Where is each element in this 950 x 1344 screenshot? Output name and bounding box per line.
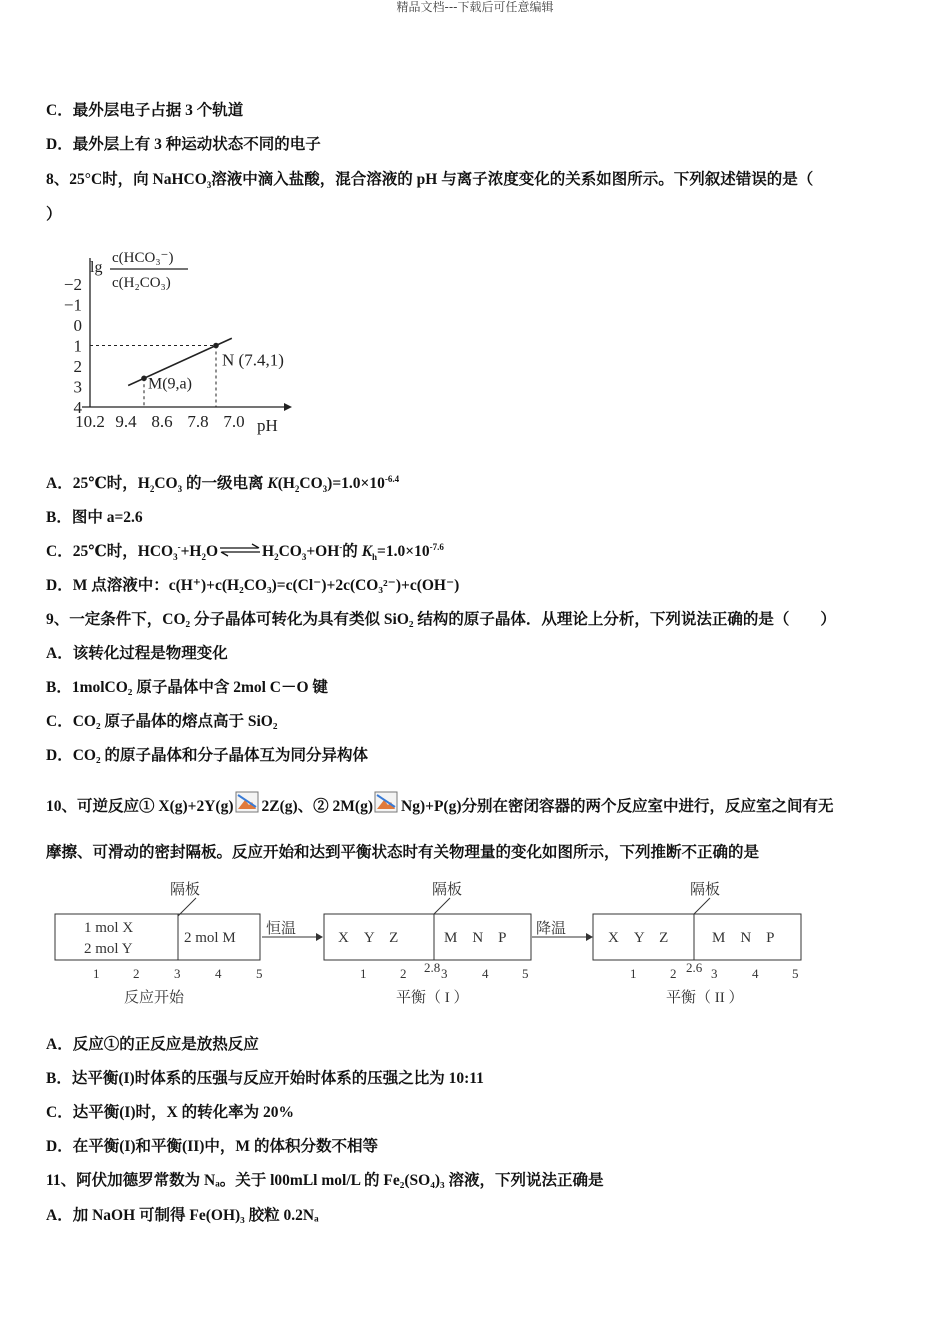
q9-option-a: A．该转化过程是物理变化 [46, 645, 228, 662]
q10-stem-line1: 10、可逆反应① X(g)+2Y(g) 2Z(g)、② 2M(g) Ng)+P(g)分别在密闭容器的两个反应室中进行，反应室之间有无 [46, 791, 833, 817]
y-tick-label: 3 [73, 377, 82, 397]
q10-option-c: C．达平衡(I)时，X 的转化率为 20% [46, 1104, 294, 1121]
mark-2-6: 2.6 [686, 960, 703, 975]
q10-option-a: A．反应①的正反应是放热反应 [46, 1036, 259, 1053]
caption-eq2: 平衡（ II ） [666, 990, 744, 1006]
q11-stem: 11、阿伏加德罗常数为 Nₐ。关于 l00mLl mol/L 的 Fe₂(SO₄)₃ 溶液，下列说法正确是 [46, 1172, 604, 1189]
y-axis-denominator: c(H₂CO₃) [112, 275, 171, 291]
y-tick-label: 1 [73, 336, 82, 356]
y-axis-lg: lg [90, 259, 103, 276]
svg-text:2 mol Y: 2 mol Y [84, 941, 133, 957]
svg-text:2 mol M: 2 mol M [184, 930, 236, 946]
svg-text:2: 2 [133, 966, 140, 981]
q10-option-d: D．在平衡(I)和平衡(II)中，M 的体积分数不相等 [46, 1138, 378, 1155]
page-header: 精品文档---下载后可任意编辑 [396, 0, 554, 14]
y-axis-numerator: c(HCO₃⁻) [112, 250, 174, 266]
q8-option-c: C．25℃时，$HCO_3^-+H_2O$ $H_2CO_3+OH^-$的 $K_h=1.0\times 10^{-7.6}$ [46, 541, 444, 563]
broken-image-icon [235, 791, 261, 815]
q8-stem-end: ） [46, 206, 62, 223]
svg-text:3: 3 [174, 966, 181, 981]
arrow-label-constant-temp: 恒温 [266, 921, 297, 937]
x-tick-label: 8.6 [151, 412, 173, 431]
y-tick-label: −1 [63, 295, 82, 315]
y-tick-label: −2 [63, 275, 82, 294]
q10-option-b: B．达平衡(I)时体系的压强与反应开始时体系的压强之比为 10:11 [46, 1070, 484, 1087]
q8-option-d: D．M 点溶液中：c(H⁺)+c(H₂CO₃)=c(Cl⁻)+2c(CO₃²⁻)+c(OH⁻) [46, 577, 460, 594]
y-tick-label: 0 [73, 316, 82, 335]
q11-option-a: A．加 NaOH 可制得 Fe(OH)₃ 胶粒 0.2Nₐ [46, 1207, 319, 1224]
partition-label-2: 隔板 [432, 882, 463, 898]
q9-option-d: D．CO₂ 的原子晶体和分子晶体互为同分异构体 [46, 747, 368, 764]
svg-text:2: 2 [670, 966, 677, 981]
svg-text:4: 4 [215, 966, 222, 981]
mark-2-8: 2.8 [424, 960, 441, 975]
svg-text:X Y Z: X Y Z [608, 930, 669, 946]
svg-text:3: 3 [441, 966, 448, 981]
svg-text:X Y Z: X Y Z [338, 930, 399, 946]
q8-option-b: B．图中 a=2.6 [46, 509, 143, 526]
partition-label-1: 隔板 [170, 882, 201, 898]
q8-stem: 8、25°C时，向 NaHCO$_3$溶液中滴入盐酸，混合溶液的 pH 与离子浓度变化的关系如图所示。下列叙述错误的是（ [46, 171, 814, 191]
q7-option-d: D．最外层上有 3 种运动状态不同的电子 [46, 136, 321, 153]
svg-text:1: 1 [630, 966, 637, 981]
point-m [141, 376, 147, 382]
broken-image-icon [374, 791, 400, 815]
q8-chart [52, 242, 322, 442]
arrow-label-cooling: 降温 [536, 921, 567, 937]
svg-text:5: 5 [792, 966, 799, 981]
q9-option-b: B．1molCO₂ 原子晶体中含 2mol C－O 键 [46, 679, 328, 696]
q10-figure [50, 876, 810, 1012]
x-tick-label: 10.2 [75, 412, 105, 431]
partition-label-3: 隔板 [690, 882, 721, 898]
q9-option-c: C．CO₂ 原子晶体的熔点高于 SiO₂ [46, 713, 278, 730]
svg-text:5: 5 [256, 966, 263, 981]
svg-text:4: 4 [482, 966, 489, 981]
x-tick-label: 7.0 [223, 412, 245, 431]
svg-text:M N P: M N P [444, 930, 507, 946]
svg-text:5: 5 [522, 966, 529, 981]
caption-start: 反应开始 [124, 990, 185, 1006]
x-axis-label: pH [257, 416, 278, 435]
svg-text:3: 3 [711, 966, 718, 981]
point-n [213, 343, 219, 349]
x-axis-arrow [284, 403, 292, 411]
point-n-label: N (7.4,1) [222, 350, 284, 370]
svg-text:2: 2 [400, 966, 407, 981]
x-tick-label: 9.4 [115, 412, 137, 431]
q8-option-a: A．25℃时，$H_2CO_3$ 的一级电离 $K(H_2CO_3)=1.0\times 10^{-6.4}$ [46, 473, 400, 495]
y-tick-label: 2 [73, 357, 82, 376]
point-m-label: M(9,a) [148, 375, 192, 393]
svg-text:M N P: M N P [712, 930, 775, 946]
svg-text:1: 1 [93, 966, 100, 981]
q9-stem: 9、一定条件下，CO₂ 分子晶体可转化为具有类似 SiO₂ 结构的原子晶体．从理论上分析，下列说法正确的是（ ） [46, 611, 836, 628]
svg-text:4: 4 [752, 966, 759, 981]
q10-stem-line2: 摩擦、可滑动的密封隔板。反应开始和达到平衡状态时有关物理量的变化如图所示，下列推断不正确的是 [46, 844, 760, 861]
caption-eq1: 平衡（ I ） [396, 990, 469, 1006]
y-tick-label: 4 [73, 398, 82, 417]
svg-text:1: 1 [360, 966, 367, 981]
x-tick-label: 7.8 [187, 412, 209, 431]
q7-option-c: C．最外层电子占据 3 个轨道 [46, 102, 244, 119]
equilibrium-arrow-icon [218, 543, 262, 557]
svg-text:1 mol X: 1 mol X [84, 920, 134, 936]
